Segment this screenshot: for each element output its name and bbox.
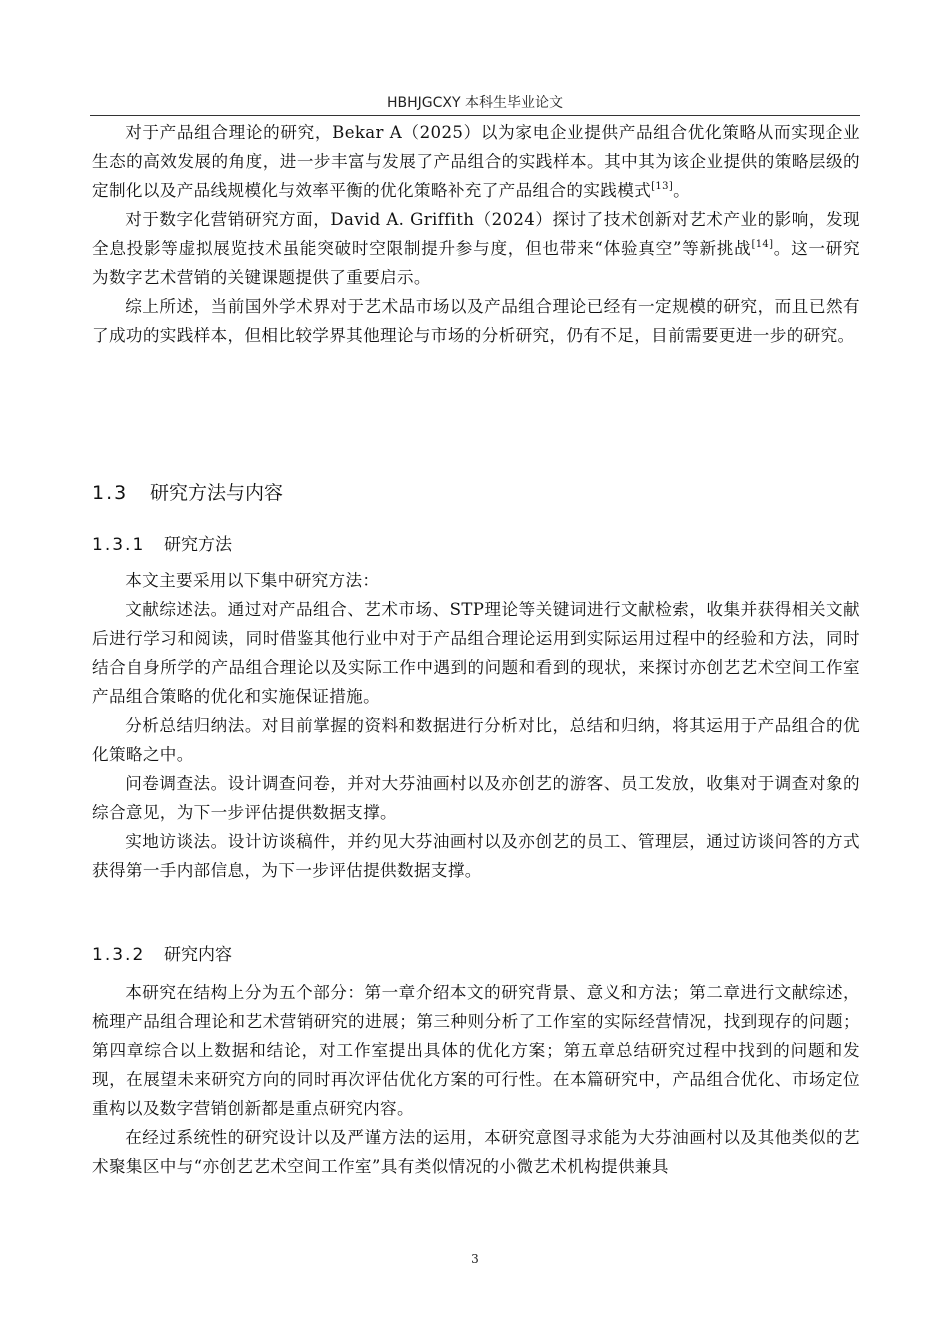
- subsection-title: 研究内容: [164, 945, 232, 965]
- content-paragraphs: [92, 978, 860, 1181]
- subsection-number: 1.3.2: [92, 945, 146, 965]
- paragraph-methods-intro: 本文主要采用以下集中研究方法：: [125, 571, 380, 590]
- citation-14[interactable]: [14]: [751, 239, 774, 250]
- paragraph-research-goal: 在经过系统性的研究设计以及严谨方法的运用，本研究意图寻求能为大芬油画村以及其他类似的艺术聚集区中与“亦创艺艺术空间工作室”具有类似情况的小微艺术机构提供兼具: [92, 1128, 860, 1176]
- paragraph-questionnaire: 问卷调查法。设计调查问卷，并对大芬油画村以及亦创艺的游客、员工发放，收集对于调查对象的综合意见，为下一步评估提供数据支撑。: [92, 774, 860, 822]
- running-header: HBHJGCXY 本科生毕业论文: [386, 95, 563, 111]
- paragraph-analysis: 分析总结归纳法。对目前掌握的资料和数据进行分析对比，总结和归纳，将其运用于产品组合的优化策略之中。: [92, 716, 860, 764]
- subsection-number: 1.3.1: [92, 535, 146, 555]
- subsection-heading-1-3-1: [92, 530, 232, 555]
- section-title: 研究方法与内容: [150, 482, 284, 504]
- subsection-title: 研究方法: [164, 535, 232, 555]
- paragraph-summary: 综上所述，当前国外学术界对于艺术品市场以及产品组合理论已经有一定规模的研究，而且已然有了成功的实践样本，但相比较学界其他理论与市场的分析研究，仍有不足，目前需要更进一步的研究。: [92, 297, 860, 345]
- methods-paragraphs: [92, 566, 860, 885]
- paragraph-structure: 本研究在结构上分为五个部分：第一章介绍本文的研究背景、意义和方法；第二章进行文献综述，梳理产品组合理论和艺术营销研究的进展；第三种则分析了工作室的实际经营情况，找到现存的问题；第四章综合以上数据和结论，对工作室提出具体的优化方案；第五章总结研究过程中找到的问题和发现，在展望未来研究方向的同时再次评估优化方案的可行性。在本篇研究中，产品组合优化、市场定位重构以及数字营销创新都是重点研究内容。: [92, 983, 860, 1118]
- header-rule: [90, 115, 860, 116]
- paragraph-interview: 实地访谈法。设计访谈稿件，并约见大芬油画村以及亦创艺的员工、管理层，通过访谈问答的方式获得第一手内部信息，为下一步评估提供数据支撑。: [92, 832, 860, 880]
- section-heading-1-3: [92, 478, 283, 505]
- paragraph-literature-review: 文献综述法。通过对产品组合、艺术市场、STP理论等关键词进行文献检索，收集并获得相关文献后进行学习和阅读，同时借鉴其他行业中对于产品组合理论运用到实际运用过程中的经验和方法，同时结合自身所学的产品组合理论以及实际工作中遇到的问题和看到的现状，来探讨亦创艺艺术空间工作室产品组合策略的优化和实施保证措施。: [92, 600, 860, 706]
- paragraph-digital-marketing: 对于数字化营销研究方面，David A. Griffith（2024）探讨了技术创新对艺术产业的影响，发现全息投影等虚拟展览技术虽能突破时空限制提升参与度，但也带来“体验真空”等新挑战[14]。这一研究为数字艺术营销的关键课题提供了重要启示。: [92, 210, 860, 287]
- section-1-2-tail: [92, 118, 860, 350]
- citation-13[interactable]: [13]: [651, 181, 674, 192]
- page-number: 3: [471, 1252, 479, 1266]
- subsection-heading-1-3-2: [92, 940, 232, 965]
- section-number: 1.3: [92, 482, 129, 504]
- paragraph-product-portfolio: 对于产品组合理论的研究，Bekar A（2025）以为家电企业提供产品组合优化策略从而实现企业生态的高效发展的角度，进一步丰富与发展了产品组合的实践样本。其中其为该企业提供的策略层级的定制化以及产品线规模化与效率平衡的优化策略补充了产品组合的实践模式[13]。: [92, 123, 860, 200]
